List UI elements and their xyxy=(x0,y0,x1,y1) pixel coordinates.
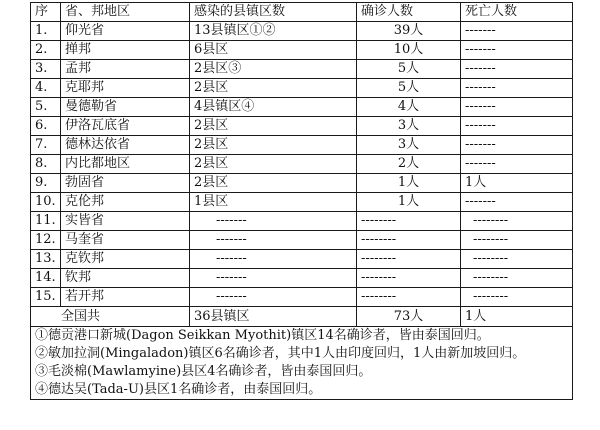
total-label: 全国共 xyxy=(31,307,190,327)
row-confirmed: -------- xyxy=(357,250,461,269)
note-row xyxy=(31,327,573,346)
table-row xyxy=(31,231,573,250)
row-deaths: -------- xyxy=(461,250,573,269)
row-region: 钦邦 xyxy=(61,269,190,288)
row-no: 13. xyxy=(31,250,61,269)
row-no: 1. xyxy=(31,22,61,41)
table-row xyxy=(31,60,573,79)
table-body xyxy=(31,22,573,307)
row-towns: 6县区 xyxy=(190,41,357,60)
row-no: 3. xyxy=(31,60,61,79)
row-deaths: ------- xyxy=(461,155,573,174)
row-region: 伊洛瓦底省 xyxy=(61,117,190,136)
row-no: 7. xyxy=(31,136,61,155)
table-row xyxy=(31,22,573,41)
row-confirmed: -------- xyxy=(357,212,461,231)
table-row xyxy=(31,288,573,307)
row-confirmed: 3人 xyxy=(357,117,461,136)
row-confirmed: 10人 xyxy=(357,41,461,60)
row-region: 若开邦 xyxy=(61,288,190,307)
table-row xyxy=(31,193,573,212)
total-deaths: 1人 xyxy=(461,307,573,327)
footnote-3: ③毛淡棉(Mawlamyine)县区4名确诊者，皆由泰国回归。 xyxy=(31,363,573,381)
row-no: 10. xyxy=(31,193,61,212)
row-towns: ------- xyxy=(190,250,357,269)
row-deaths: ------- xyxy=(461,79,573,98)
row-deaths: ------- xyxy=(461,41,573,60)
row-no: 15. xyxy=(31,288,61,307)
row-region: 孟邦 xyxy=(61,60,190,79)
row-confirmed: 1人 xyxy=(357,174,461,193)
row-deaths: 1人 xyxy=(461,174,573,193)
row-towns: 2县区 xyxy=(190,174,357,193)
row-towns: 2县区 xyxy=(190,79,357,98)
header-row xyxy=(31,3,573,22)
note-row xyxy=(31,363,573,381)
row-region: 克伦邦 xyxy=(61,193,190,212)
header-deaths: 死亡人数 xyxy=(461,3,573,22)
row-towns: ------- xyxy=(190,288,357,307)
row-confirmed: 5人 xyxy=(357,60,461,79)
row-deaths: ------- xyxy=(461,193,573,212)
row-confirmed: 5人 xyxy=(357,79,461,98)
row-deaths: ------- xyxy=(461,98,573,117)
table-row xyxy=(31,98,573,117)
total-confirmed: 73人 xyxy=(357,307,461,327)
table-row xyxy=(31,174,573,193)
header-towns: 感染的县镇区数 xyxy=(190,3,357,22)
row-deaths: -------- xyxy=(461,212,573,231)
row-confirmed: -------- xyxy=(357,231,461,250)
footnote-4: ④德达吴(Tada-U)县区1名确诊者，由泰国回归。 xyxy=(31,381,573,400)
row-no: 11. xyxy=(31,212,61,231)
header-confirmed: 确诊人数 xyxy=(357,3,461,22)
row-deaths: ------- xyxy=(461,136,573,155)
row-no: 4. xyxy=(31,79,61,98)
total-row xyxy=(31,307,573,327)
row-confirmed: 39人 xyxy=(357,22,461,41)
row-no: 2. xyxy=(31,41,61,60)
table-row xyxy=(31,212,573,231)
row-towns: ------- xyxy=(190,269,357,288)
table-row xyxy=(31,79,573,98)
row-towns: 2县区③ xyxy=(190,60,357,79)
row-confirmed: -------- xyxy=(357,288,461,307)
row-region: 克钦邦 xyxy=(61,250,190,269)
row-towns: ------- xyxy=(190,212,357,231)
row-confirmed: 1人 xyxy=(357,193,461,212)
row-no: 9. xyxy=(31,174,61,193)
header-region: 省、邦地区 xyxy=(61,3,190,22)
row-deaths: -------- xyxy=(461,269,573,288)
covid-cases-table xyxy=(30,2,573,400)
row-no: 14. xyxy=(31,269,61,288)
table-row xyxy=(31,41,573,60)
row-towns: 2县区 xyxy=(190,117,357,136)
note-row xyxy=(31,345,573,363)
row-deaths: ------- xyxy=(461,22,573,41)
row-towns: 2县区 xyxy=(190,136,357,155)
row-region: 德林达依省 xyxy=(61,136,190,155)
row-no: 5. xyxy=(31,98,61,117)
header-no: 序 xyxy=(31,3,61,22)
row-no: 8. xyxy=(31,155,61,174)
table-row xyxy=(31,136,573,155)
row-confirmed: 4人 xyxy=(357,98,461,117)
row-deaths: ------- xyxy=(461,60,573,79)
row-region: 勃固省 xyxy=(61,174,190,193)
row-confirmed: 2人 xyxy=(357,155,461,174)
footnote-1: ①德贡港口新城(Dagon Seikkan Myothit)镇区14名确诊者，皆由泰国回归。 xyxy=(31,327,573,346)
row-confirmed: 3人 xyxy=(357,136,461,155)
table-row xyxy=(31,117,573,136)
row-deaths: -------- xyxy=(461,288,573,307)
row-region: 曼德勒省 xyxy=(61,98,190,117)
row-no: 6. xyxy=(31,117,61,136)
row-confirmed: -------- xyxy=(357,269,461,288)
row-towns: 13县镇区①② xyxy=(190,22,357,41)
table-row xyxy=(31,269,573,288)
footnote-2: ②敏加拉洞(Mingaladon)镇区6名确诊者，其中1人由印度回归，1人由新加坡回归。 xyxy=(31,345,573,363)
row-region: 仰光省 xyxy=(61,22,190,41)
row-towns: ------- xyxy=(190,231,357,250)
note-row xyxy=(31,381,573,400)
table-row xyxy=(31,155,573,174)
row-region: 实皆省 xyxy=(61,212,190,231)
row-no: 12. xyxy=(31,231,61,250)
row-region: 克耶邦 xyxy=(61,79,190,98)
table-row xyxy=(31,250,573,269)
row-region: 马奎省 xyxy=(61,231,190,250)
row-deaths: ------- xyxy=(461,117,573,136)
row-region: 掸邦 xyxy=(61,41,190,60)
row-towns: 1县区 xyxy=(190,193,357,212)
row-region: 内比都地区 xyxy=(61,155,190,174)
total-towns: 36县镇区 xyxy=(190,307,357,327)
notes-section xyxy=(31,327,573,400)
row-deaths: -------- xyxy=(461,231,573,250)
row-towns: 2县区 xyxy=(190,155,357,174)
row-towns: 4县镇区④ xyxy=(190,98,357,117)
